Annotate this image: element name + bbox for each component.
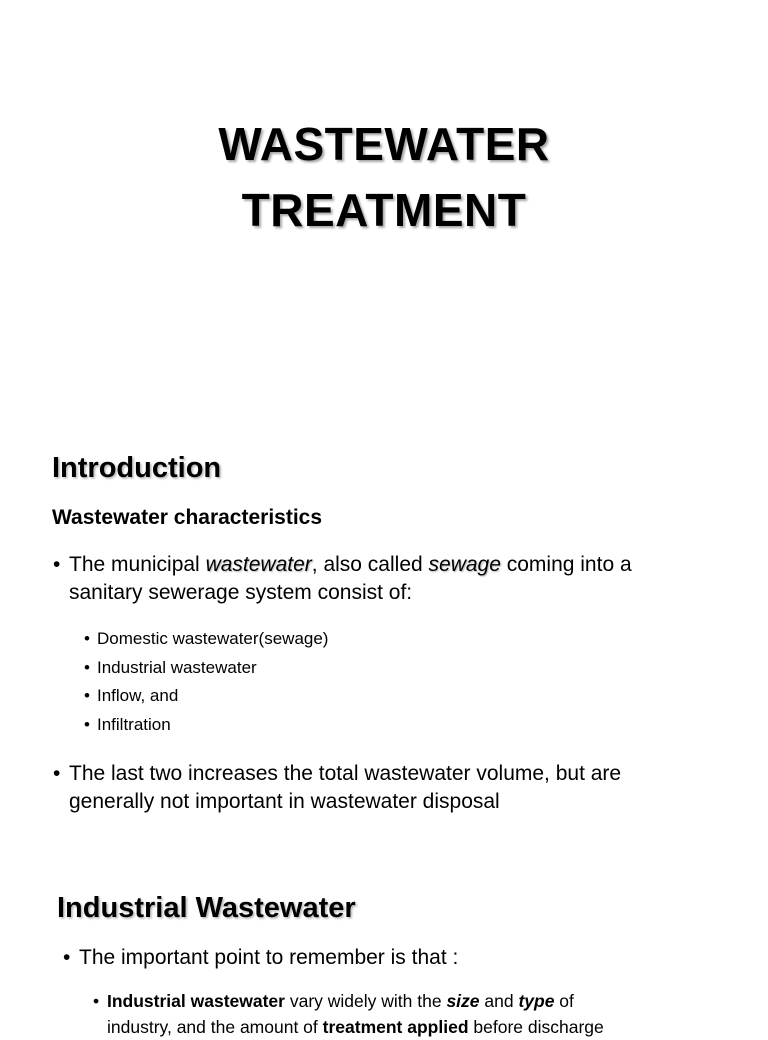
bullet-text: The municipal	[69, 553, 206, 576]
bold-text: Industrial wastewater	[107, 991, 285, 1011]
characteristics-subheading: Wastewater characteristics	[52, 506, 323, 529]
bullet-text: before discharge	[468, 1017, 604, 1037]
bullet-marker: •	[84, 686, 90, 705]
industrial-wastewater-heading: Industrial Wastewater	[57, 892, 356, 924]
slide-title-line-2: TREATMENT	[241, 184, 527, 236]
bullet-marker: •	[84, 629, 90, 648]
bullet-text: sanitary sewerage system consist of:	[69, 581, 413, 604]
slide-title-line-1: WASTEWATER	[218, 118, 550, 170]
industrial-wastewater-slide	[0, 852, 768, 1037]
introduction-slide	[0, 420, 768, 852]
bullet-text: of	[554, 991, 574, 1011]
bold-italic-type: type	[518, 991, 555, 1011]
list-item	[84, 654, 328, 683]
bullet-marker: •	[53, 553, 61, 576]
bullet-marker: •	[84, 657, 90, 677]
list-item-text: Industrial wastewater	[97, 657, 257, 677]
emphasis-wastewater: wastewater	[205, 553, 312, 576]
sub-bullet-industrial-variation	[93, 988, 604, 1040]
wastewater-components-list	[84, 625, 328, 739]
bullet-marker: •	[53, 762, 61, 785]
bullet-municipal-wastewater	[53, 551, 632, 607]
list-item-text: Domestic wastewater(sewage)	[97, 629, 329, 648]
bullet-important-point	[63, 944, 458, 972]
bullet-marker: •	[63, 946, 71, 969]
list-item	[84, 682, 328, 711]
bullet-marker: •	[93, 991, 100, 1011]
bullet-marker: •	[84, 714, 90, 734]
bullet-last-two	[53, 760, 621, 816]
bold-text: treatment applied	[322, 1017, 469, 1037]
bold-italic-size: size	[446, 991, 480, 1011]
list-item-text: Infiltration	[97, 714, 171, 734]
list-item-text: Inflow, and	[97, 686, 179, 705]
bullet-text: The important point to remember is that :	[79, 946, 459, 969]
list-item	[84, 625, 328, 654]
bullet-text: generally not important in wastewater disposal	[69, 790, 500, 813]
bullet-text: coming into a	[500, 553, 632, 576]
list-item	[84, 711, 328, 740]
bullet-text: The last two increases the total wastewater volume, but are	[69, 762, 622, 785]
bullet-text: , also called	[311, 553, 429, 576]
introduction-heading: Introduction	[52, 452, 222, 484]
title-slide	[0, 0, 768, 420]
emphasis-sewage: sewage	[428, 553, 501, 576]
bullet-text: industry, and the amount of	[107, 1017, 323, 1037]
bullet-text: and	[479, 991, 519, 1011]
bullet-text: vary widely with the	[284, 991, 447, 1011]
